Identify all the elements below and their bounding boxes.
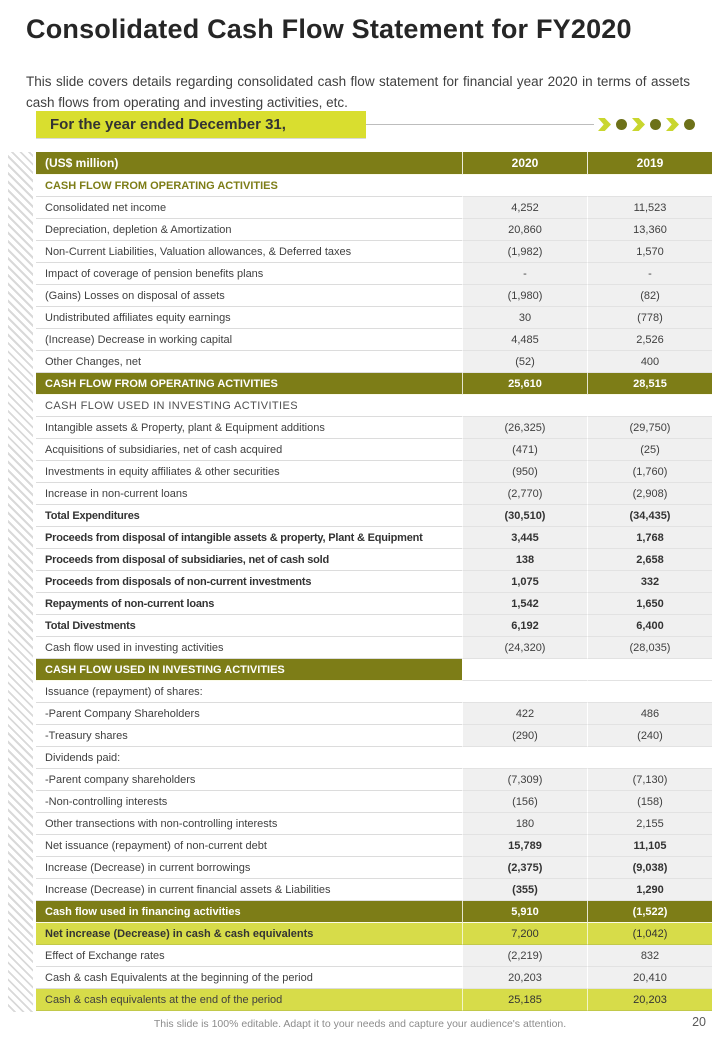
row-label: Non-Current Liabilities, Valuation allowances, & Deferred taxes [36, 241, 462, 263]
row-label: Issuance (repayment) of shares: [36, 681, 462, 703]
table-row [36, 593, 712, 615]
row-label: CASH FLOW FROM OPERATING ACTIVITIES [36, 373, 462, 395]
value-2019: 20,203 [587, 989, 712, 1011]
value-2020: 7,200 [462, 923, 587, 945]
value-2020: 1,542 [462, 593, 587, 615]
row-label: CASH FLOW FROM OPERATING ACTIVITIES [36, 175, 462, 197]
row-label: Intangible assets & Property, plant & Equipment additions [36, 417, 462, 439]
page-number: 20 [692, 1015, 706, 1029]
table-row [36, 923, 712, 945]
row-label: CASH FLOW USED IN INVESTING ACTIVITIES [36, 395, 462, 417]
row-label: Consolidated net income [36, 197, 462, 219]
value-2019: (28,035) [587, 637, 712, 659]
value-2019 [587, 681, 712, 703]
table-row [36, 879, 712, 901]
chevron-icon [666, 118, 679, 131]
table-row [36, 307, 712, 329]
table-row [36, 989, 712, 1011]
value-2019: (7,130) [587, 769, 712, 791]
row-label: -Treasury shares [36, 725, 462, 747]
value-2019: 832 [587, 945, 712, 967]
table-row [36, 285, 712, 307]
value-2020: 30 [462, 307, 587, 329]
table-row [36, 483, 712, 505]
table-row [36, 527, 712, 549]
value-2020: - [462, 263, 587, 285]
row-label: -Parent company shareholders [36, 769, 462, 791]
table-row [36, 549, 712, 571]
value-2019: (34,435) [587, 505, 712, 527]
table-row [36, 461, 712, 483]
value-2020: 3,445 [462, 527, 587, 549]
table-row [36, 417, 712, 439]
value-2020: (471) [462, 439, 587, 461]
table-header-row [36, 152, 712, 175]
table-row [36, 945, 712, 967]
value-2020: 25,185 [462, 989, 587, 1011]
value-2019: (1,760) [587, 461, 712, 483]
dot-icon [650, 119, 661, 130]
value-2020: 20,203 [462, 967, 587, 989]
table-row [36, 329, 712, 351]
value-2019: (9,038) [587, 857, 712, 879]
table-row [36, 439, 712, 461]
row-label: Effect of Exchange rates [36, 945, 462, 967]
row-label: Proceeds from disposals of non-current investments [36, 571, 462, 593]
row-label: Other Changes, net [36, 351, 462, 373]
value-2019: 2,526 [587, 329, 712, 351]
value-2020 [462, 659, 587, 681]
row-label: Other transections with non-controlling interests [36, 813, 462, 835]
table-row [36, 659, 712, 681]
row-label: Cash flow used in investing activities [36, 637, 462, 659]
row-label: Acquisitions of subsidiaries, net of cash acquired [36, 439, 462, 461]
value-2019: 1,650 [587, 593, 712, 615]
value-2020: (950) [462, 461, 587, 483]
row-label: Investments in equity affiliates & other securities [36, 461, 462, 483]
row-label: Cash & cash equivalents at the end of the period [36, 989, 462, 1011]
value-2020: 4,252 [462, 197, 587, 219]
table-row [36, 351, 712, 373]
table-row [36, 901, 712, 923]
table-row [36, 857, 712, 879]
table-row [36, 703, 712, 725]
value-2020 [462, 681, 587, 703]
value-2020: 1,075 [462, 571, 587, 593]
table-row [36, 263, 712, 285]
table-row [36, 175, 712, 197]
row-label: Repayments of non-current loans [36, 593, 462, 615]
footer-note: This slide is 100% editable. Adapt it to your needs and capture your audience's attention. [153, 1018, 567, 1030]
value-2020: 138 [462, 549, 587, 571]
value-2020: (1,982) [462, 241, 587, 263]
value-2019 [587, 747, 712, 769]
value-2019 [587, 659, 712, 681]
value-2020 [462, 175, 587, 197]
value-2019: 400 [587, 351, 712, 373]
value-2019: (1,522) [587, 901, 712, 923]
value-2019: (158) [587, 791, 712, 813]
value-2019: 332 [587, 571, 712, 593]
value-2020: 20,860 [462, 219, 587, 241]
value-2019: (1,042) [587, 923, 712, 945]
value-2020: (355) [462, 879, 587, 901]
value-2019: (778) [587, 307, 712, 329]
row-label: Proceeds from disposal of subsidiaries, net of cash sold [36, 549, 462, 571]
value-2020: 15,789 [462, 835, 587, 857]
table-row [36, 197, 712, 219]
value-2019: 486 [587, 703, 712, 725]
value-2020: (2,770) [462, 483, 587, 505]
table-row [36, 835, 712, 857]
value-2020 [462, 747, 587, 769]
value-2020: (26,325) [462, 417, 587, 439]
value-2019: 11,523 [587, 197, 712, 219]
value-2020: (30,510) [462, 505, 587, 527]
value-2020: (2,219) [462, 945, 587, 967]
cashflow-table [36, 152, 712, 1011]
table-row [36, 791, 712, 813]
left-hatch-stripe [8, 152, 33, 1012]
value-2020: 422 [462, 703, 587, 725]
table-row [36, 241, 712, 263]
value-2020: (7,309) [462, 769, 587, 791]
table-row [36, 769, 712, 791]
value-2019: 1,768 [587, 527, 712, 549]
value-2019: (82) [587, 285, 712, 307]
value-2019: 28,515 [587, 373, 712, 395]
value-2019: - [587, 263, 712, 285]
table-row [36, 967, 712, 989]
value-2019 [587, 395, 712, 417]
row-label: Increase (Decrease) in current financial assets & Liabilities [36, 879, 462, 901]
value-2019: (25) [587, 439, 712, 461]
row-label: (Gains) Losses on disposal of assets [36, 285, 462, 307]
row-label: -Non-controlling interests [36, 791, 462, 813]
value-2020 [462, 395, 587, 417]
value-2020: 25,610 [462, 373, 587, 395]
table-row [36, 747, 712, 769]
value-2020: 6,192 [462, 615, 587, 637]
table-row [36, 395, 712, 417]
table-header-units: (US$ million) [36, 152, 462, 175]
table-row [36, 615, 712, 637]
banner-divider-line [366, 124, 594, 125]
value-2020: 5,910 [462, 901, 587, 923]
row-label: Increase in non-current loans [36, 483, 462, 505]
row-label: Total Divestments [36, 615, 462, 637]
table-row [36, 725, 712, 747]
row-label: Proceeds from disposal of intangible assets & property, Plant & Equipment [36, 527, 462, 549]
row-label: Impact of coverage of pension benefits plans [36, 263, 462, 285]
period-banner [36, 111, 366, 138]
chevron-icon [598, 118, 611, 131]
row-label: Cash flow used in financing activities [36, 901, 462, 923]
chevron-icon [632, 118, 645, 131]
value-2020: 180 [462, 813, 587, 835]
table-header-2019: 2019 [587, 152, 712, 175]
table-row [36, 681, 712, 703]
value-2020: (2,375) [462, 857, 587, 879]
value-2019: (2,908) [587, 483, 712, 505]
table-row [36, 219, 712, 241]
value-2020: (156) [462, 791, 587, 813]
value-2020: (24,320) [462, 637, 587, 659]
value-2020: (52) [462, 351, 587, 373]
dot-icon [616, 119, 627, 130]
page-title: Consolidated Cash Flow Statement for FY2020 [26, 14, 632, 44]
table-row [36, 505, 712, 527]
row-label: Dividends paid: [36, 747, 462, 769]
row-label: Net issuance (repayment) of non-current debt [36, 835, 462, 857]
dot-icon [684, 119, 695, 130]
value-2019 [587, 175, 712, 197]
row-label: Undistributed affiliates equity earnings [36, 307, 462, 329]
row-label: Net increase (Decrease) in cash & cash equivalents [36, 923, 462, 945]
value-2019: 6,400 [587, 615, 712, 637]
value-2020: (290) [462, 725, 587, 747]
row-label: Cash & cash Equivalents at the beginning of the period [36, 967, 462, 989]
value-2019: 11,105 [587, 835, 712, 857]
table-row [36, 571, 712, 593]
value-2019: 1,570 [587, 241, 712, 263]
period-banner-label: For the year ended December 31, [50, 116, 286, 133]
value-2019: 1,290 [587, 879, 712, 901]
table-row [36, 813, 712, 835]
value-2020: 4,485 [462, 329, 587, 351]
row-label: Total Expenditures [36, 505, 462, 527]
value-2019: (240) [587, 725, 712, 747]
cashflow-table-body [36, 175, 712, 1011]
decorative-arrow-dots [598, 118, 695, 131]
table-row [36, 637, 712, 659]
value-2019: 20,410 [587, 967, 712, 989]
value-2019: 2,658 [587, 549, 712, 571]
table-row [36, 373, 712, 395]
row-label: Depreciation, depletion & Amortization [36, 219, 462, 241]
value-2019: 2,155 [587, 813, 712, 835]
value-2019: (29,750) [587, 417, 712, 439]
row-label: -Parent Company Shareholders [36, 703, 462, 725]
row-label: Increase (Decrease) in current borrowings [36, 857, 462, 879]
row-label: (Increase) Decrease in working capital [36, 329, 462, 351]
value-2019: 13,360 [587, 219, 712, 241]
row-label: CASH FLOW USED IN INVESTING ACTIVITIES [36, 659, 462, 681]
slide-description: This slide covers details regarding consolidated cash flow statement for financial year 2020 in terms of assets cash flows from operating and investing activities, etc. [26, 74, 690, 110]
table-header-2020: 2020 [462, 152, 587, 175]
value-2020: (1,980) [462, 285, 587, 307]
